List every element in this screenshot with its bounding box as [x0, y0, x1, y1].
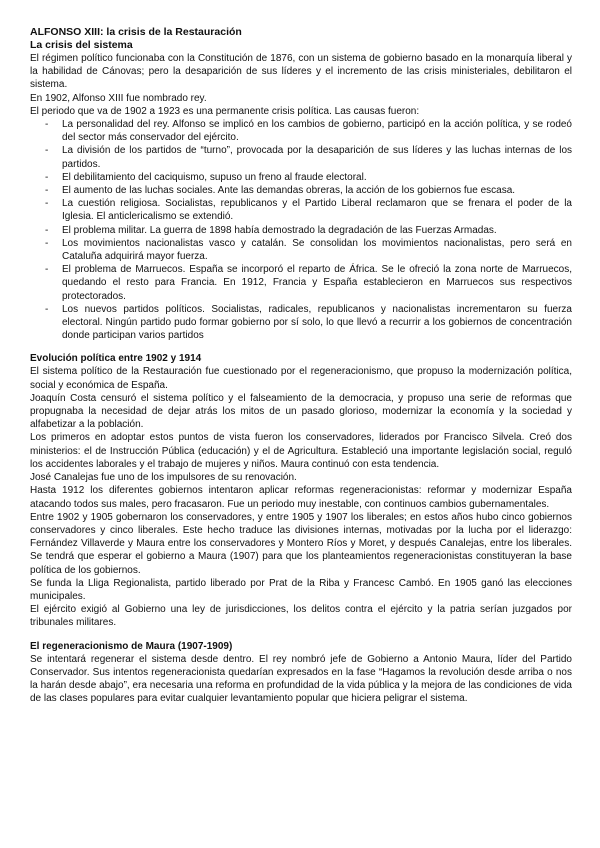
list-item: - El problema militar. La guerra de 1898 había demostrado la degradación de las Fuerzas Armadas.: [30, 224, 572, 237]
list-item: - Los movimientos nacionalistas vasco y catalán. Se consolidan los movimientos nacionalistas, pero será en Cataluña adquirirá mayor fuerza.: [30, 237, 572, 263]
document-title: ALFONSO XIII: la crisis de la Restauración: [30, 26, 242, 38]
paragraph: Joaquín Costa censuró el sistema político y el falseamiento de la democracia, y propuso una serie de reformas que propugnaba la necesidad de dejar atrás los mitos de un pasado glorioso, modernizar la economía y la sociedad y alfabetizar a la población.: [30, 392, 572, 431]
list-item: - El aumento de las luchas sociales. Ante las demandas obreras, la acción de los gobiernos fue escasa.: [30, 184, 572, 197]
paragraph: José Canalejas fue uno de los impulsores de su renovación.: [30, 472, 297, 484]
section-heading-crisis: La crisis del sistema: [30, 39, 133, 51]
list-item: - El debilitamiento del caciquismo, supuso un freno al fraude electoral.: [30, 171, 572, 184]
paragraph: El ejército exigió al Gobierno una ley de jurisdicciones, los delitos contra el ejército y la patria serían juzgados por tribunales militares.: [30, 604, 572, 629]
paragraph: El régimen político funcionaba con la Constitución de 1876, con un sistema de gobierno basado en la monarquía liberal y la habilidad de Cánovas; pero la desaparición de sus líderes y el incremento de las crisis ministeriales, debilitaron el sistema.: [30, 53, 572, 91]
paragraph: Se funda la Lliga Regionalista, partido liberado por Prat de la Riba y Francesc Cambó. En 1905 ganó las elecciones municipales.: [30, 577, 572, 602]
paragraph: El periodo que va de 1902 a 1923 es una permanente crisis política. Las causas fueron:: [30, 105, 420, 117]
list-item: - Los nuevos partidos políticos. Socialistas, radicales, republicanos y nacionalistas incrementaron su fuerza electoral. Ningún partido pudo formar gobierno por sí solo, lo que llevó a recurrir a los gobiernos de concentración donde participan varios partidos: [30, 303, 572, 343]
list-item: - La cuestión religiosa. Socialistas, republicanos y el Partido Liberal reclamaron que se frenara el poder de la Iglesia. El anticlericalismo se extendió.: [30, 197, 572, 223]
list-item: - La personalidad del rey. Alfonso se implicó en los cambios de gobierno, participó en la acción política, y se rodeó del sector más conservador del ejército.: [30, 118, 572, 144]
list-item: - El problema de Marruecos. España se incorporó el reparto de África. Se le ofreció la zona norte de Marruecos, quedando el resto para Francia. En 1912, Francia y España establecieron en Marruecos sus respectivos protectorados.: [30, 263, 572, 303]
paragraph: El sistema político de la Restauración fue cuestionado por el regeneracionismo, que propuso la modernización política, social y económica de España.: [30, 366, 572, 391]
paragraph: Los primeros en adoptar estos puntos de vista fueron los conservadores, liderados por Francisco Silvela. Creó dos ministerios: el de Instrucción Pública (educación) y el de Agricultura. Estableció una importante legislación social, reguló los accidentes laborales y el trabajo de mujeres y niños. Maura continuó con esta tendencia.: [30, 432, 572, 470]
paragraph: Entre 1902 y 1905 gobernaron los conservadores, y entre 1905 y 1907 los liberales; en estos años hubo cinco gobiernos conservadores y cinco liberales. Este hecho traduce las divisiones internas, motivadas por la lucha por el liderazgo: Fernández Villaverde y Maura entre los conservadores y Montero Ríos y Moret, y después Canalejas, entre los liberales. Se tendrá que esperar el gobierno a Maura (1907) para que los planteamientos regeneracionistas constituyeran la base política de los gobiernos.: [30, 511, 572, 576]
section-heading-maura: El regeneracionismo de Maura (1907-1909): [30, 640, 233, 652]
causes-list: [30, 118, 572, 342]
section-heading-evolucion: Evolución política entre 1902 y 1914: [30, 353, 202, 365]
document-page: [30, 26, 572, 705]
paragraph: Se intentará regenerar el sistema desde dentro. El rey nombró jefe de Gobierno a Antonio Maura, líder del Partido Conservador. Sus intentos regeneracionista quedarían expresados en la fase “Hagamos la revolución desde arriba o nos la harán desde abajo”, era necesaria una reforma en profundidad de la vida pública y la mejora de las condiciones de vida de las clases populares para evitar cualquier levantamiento popular que hiciera peligrar el sistema.: [30, 653, 572, 705]
paragraph: En 1902, Alfonso XIII fue nombrado rey.: [30, 92, 207, 104]
paragraph: Hasta 1912 los diferentes gobiernos intentaron aplicar reformas regeneracionistas: reformar y modernizar España atacando todos sus males, pero fracasaron. Fue un periodo muy inestable, con continuos cambios gubernamentales.: [30, 485, 572, 510]
list-item: - La división de los partidos de “turno”, provocada por la desaparición de sus líderes y las luchas internas de los partidos.: [30, 144, 572, 170]
